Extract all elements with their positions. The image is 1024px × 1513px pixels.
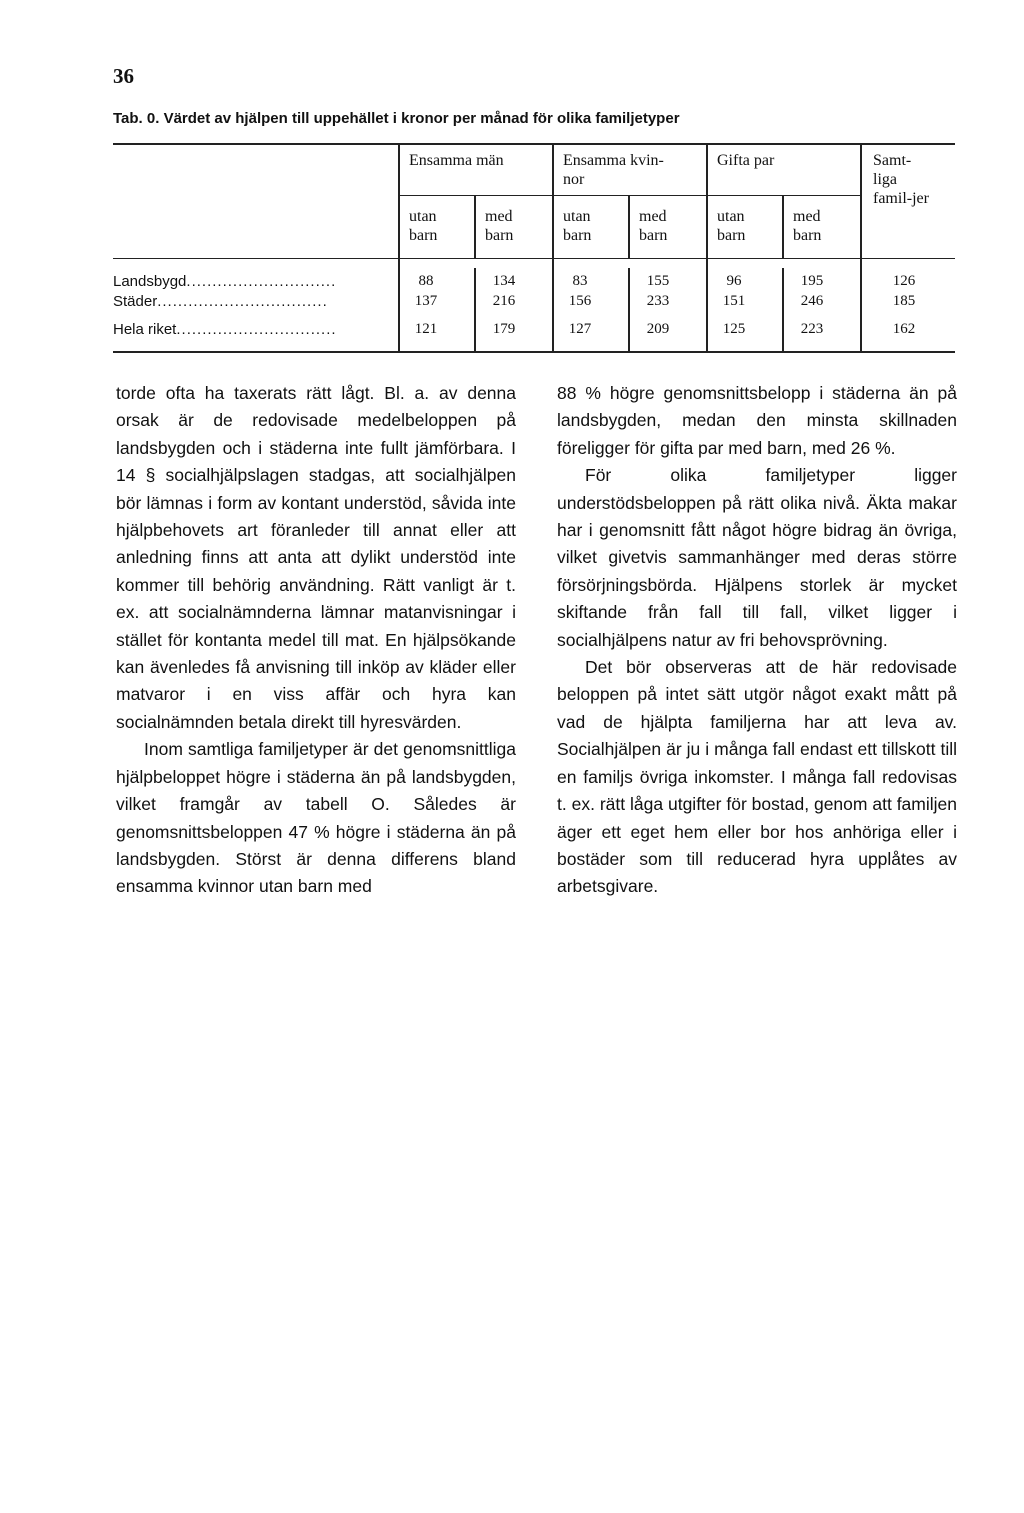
row-label: Landsbygd.............................	[113, 273, 337, 290]
row-label: Hela riket...............................	[113, 321, 337, 338]
table-cell: 127	[568, 321, 592, 337]
table-cell: 179	[492, 321, 516, 337]
group-header: Gifta par	[717, 152, 775, 169]
table-cell: 246	[800, 293, 824, 309]
sub-header: utan barn	[717, 208, 746, 244]
table-cell: 88	[418, 273, 434, 289]
table-cell: 126	[892, 273, 916, 289]
body-column-right	[557, 380, 957, 901]
paragraph: Det bör observeras att de här redovisade beloppen på intet sätt utgör något exakt mått på vad de hjälpta familjerna har att leva av. Socialhjälpen är ju i många fall endast ett tillskott till en familjs övriga inkomster. I många fall redovisas t. ex. rätt låga utgifter för bostad, genom att familjen äger ett eget hem eller bor hos anhöriga eller i bostäder som till reducerad hyra upplåtes av arbetsgivare.	[557, 657, 957, 897]
col-divider	[474, 196, 476, 258]
table-cell: 223	[800, 321, 824, 337]
sub-header: utan barn	[409, 208, 438, 244]
table-cell: 216	[492, 293, 516, 309]
table-cell: 83	[572, 273, 588, 289]
sub-header: med barn	[485, 208, 514, 244]
paragraph: För olika familjetyper ligger understödsbeloppen på rätt olika nivå. Äkta makar har i genomsnitt fått något högre bidrag än övriga, vilket givetvis sammanhänger med deras större försörjningsbörda. Hjälpens storlek är mycket skiftande från fall till fall, vilket ligger i socialhjälpens natur av fri behovsprövning.	[557, 465, 957, 650]
col-divider	[782, 196, 784, 258]
table-cell: 162	[892, 321, 916, 337]
table-cell: 125	[722, 321, 746, 337]
body-column-left	[116, 380, 516, 901]
table-bottom-rule	[113, 351, 955, 353]
group-header: Ensamma män	[409, 152, 504, 169]
table-cell: 134	[492, 273, 516, 289]
paragraph: Inom samtliga familjetyper är det genomsnittliga hjälpbeloppet högre i städerna än på landsbygden, vilket framgår av tabell O. Således är genomsnittsbeloppen 47 % högre i städerna än på landsbygden. Störst är denna differens bland ensamma kvinnor utan barn med	[116, 739, 516, 897]
table-caption: Tab. 0. Värdet av hjälpen till uppehället i kronor per månad för olika familjetyper	[113, 110, 680, 127]
paragraph: 88 % högre genomsnittsbelopp i städerna än på landsbygden, medan den minsta skillnaden föreligger för gifta par med barn, med 26 %.	[557, 383, 957, 458]
table-cell: 96	[726, 273, 742, 289]
table-top-rule	[113, 143, 955, 145]
table-cell: 195	[800, 273, 824, 289]
table-cell: 209	[646, 321, 670, 337]
sub-header: utan barn	[563, 208, 592, 244]
sub-header: med barn	[639, 208, 668, 244]
table-cell: 233	[646, 293, 670, 309]
table-cell: 151	[722, 293, 746, 309]
col-divider	[860, 145, 862, 351]
table-cell: 185	[892, 293, 916, 309]
col-divider	[628, 196, 630, 258]
table-cell: 156	[568, 293, 592, 309]
header-bottom-rule	[113, 258, 955, 259]
total-header: Samt-liga famil-jer	[873, 152, 929, 207]
table-cell: 121	[414, 321, 438, 337]
table-cell: 137	[414, 293, 438, 309]
table-cell: 155	[646, 273, 670, 289]
page-number: 36	[113, 64, 134, 88]
row-label: Städer.................................	[113, 293, 328, 310]
paragraph: torde ofta ha taxerats rätt lågt. Bl. a. av denna orsak är de redovisade medelbeloppen på landsbygden och i städerna inte fullt jämförbara. I 14 § socialhjälpslagen stadgas, att socialhjälpen bör lämnas i form av kontant understöd, såvida inte hjälpbehovets art föranleder till annat eller att anledning finns att anta att dylikt understöd inte kommer till behörig användning. Rätt vanligt är t. ex. att socialnämnderna lämnar matanvisningar i stället för kontanta medel till mat. En hjälpsökande kan ävenledes få anvisning till inköp av kläder eller matvaror i en viss affär och hyra kan socialnämnden betala direkt till hyresvärden.	[116, 383, 516, 732]
sub-header: med barn	[793, 208, 822, 244]
group-header: Ensamma kvin-nor	[563, 152, 664, 188]
